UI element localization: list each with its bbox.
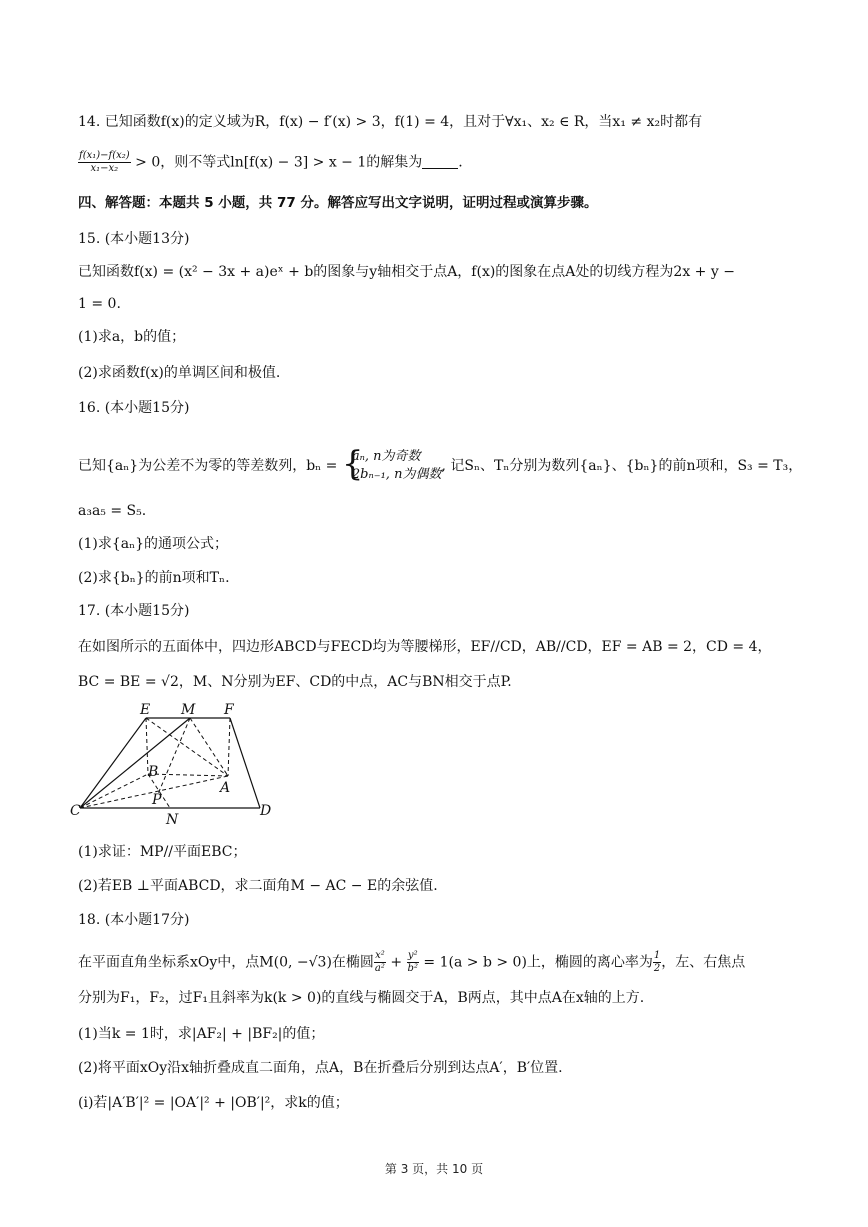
q18-part2i: (i)若|A′B′|² = |OA′|² + |OB′|²，求k的值； xyxy=(78,1095,349,1111)
ellipse-x-num: x² xyxy=(375,950,385,961)
q17-part2: (2)若EB ⊥平面ABCD，求二面角M − AC − E的余弦值. xyxy=(78,878,438,894)
q15-line1: 已知函数f(x) = (x² − 3x + a)eˣ + b的图象与y轴相交于点A，f(x)的图象在点A处的切线方程为2x + y − xyxy=(78,264,735,280)
q15-line2: 1 = 0. xyxy=(78,296,121,312)
q18-part1: (1)当k = 1时，求|AF₂| + |BF₂|的值； xyxy=(78,1026,325,1042)
q17-label: 17. (本小题15分) xyxy=(78,603,190,619)
label-m: M xyxy=(181,702,196,718)
q18-line1: 在平面直角坐标系xOy中，点M(0, −√3)在椭圆 $\frac{\text{x²}}{\text{a²}}$ + $\frac{\text{y²}}{\text{b²}}$ = 1(a > b > 0)上，椭圆的离心率为 $\frac{1}{2}$ ，左、右焦点 xyxy=(78,950,746,974)
q18-line1-head: 在平面直角坐标系xOy中，点M(0, −√3)在椭圆 xyxy=(78,954,374,971)
answer-blank xyxy=(422,154,458,169)
q18-label: 18. (本小题17分) xyxy=(78,912,190,928)
edge-mp xyxy=(158,718,190,794)
label-e: E xyxy=(140,702,151,718)
q14-frac-den: x₁−x₂ xyxy=(90,163,119,174)
q15-label: 15. (本小题13分) xyxy=(78,231,190,247)
q14-fraction xyxy=(78,150,131,175)
q14-line1: 14. 已知函数f(x)的定义域为R，f(x) − f′(x) > 3，f(1) = 4，且对于∀x₁、x₂ ∈ R，当x₁ ≠ x₂时都有 xyxy=(78,114,703,130)
q18-line1-mid: = 1(a > b > 0)上，椭圆的离心率为 xyxy=(418,954,653,971)
q14-line2 xyxy=(78,150,463,175)
q16-line1-tail: , 记Sₙ、Tₙ分别为数列{aₙ}、{bₙ}的前n项和，S₃ = T₃， xyxy=(441,458,803,474)
q16-case-odd: aₙ, n为奇数 xyxy=(351,449,421,464)
q16-label: 16. (本小题15分) xyxy=(78,400,190,416)
q16-part2: (2)求{bₙ}的前n项和Tₙ. xyxy=(78,570,230,586)
edge-ea xyxy=(146,718,228,776)
edge-fd xyxy=(230,718,260,808)
q16-part1: (1)求{aₙ}的通项公式； xyxy=(78,536,229,552)
q14-frac-num: f(x₁)−f(x₂) xyxy=(79,150,130,161)
q18-line2: 分别为F₁，F₂，过F₁且斜率为k(k > 0)的直线与椭圆交于A，B两点，其中点A在x轴的上方. xyxy=(78,990,645,1006)
q17-line1: 在如图所示的五面体中，四边形ABCD与FECD均为等腰梯形，EF//CD，AB//CD，EF = AB = 2，CD = 4， xyxy=(78,639,772,655)
q16-line1 xyxy=(78,444,803,484)
ellipse-y-term xyxy=(407,950,419,975)
edge-ce xyxy=(80,718,146,808)
label-c: C xyxy=(70,803,81,819)
section-heading: 四、解答题：本题共 5 小题，共 77 分。解答应写出文字说明，证明过程或演算步骤。 xyxy=(78,195,598,211)
ellipse-y-den: b² xyxy=(407,963,418,974)
label-d: D xyxy=(260,803,272,819)
ellipse-y-num: y² xyxy=(407,950,418,961)
q18-line1-tail: ，左、右焦点 xyxy=(661,954,746,971)
edge-ba xyxy=(148,774,228,776)
eccentricity-den: 2 xyxy=(653,963,661,974)
page-footer: 第 3 页，共 10 页 xyxy=(384,1162,484,1176)
edge-cb xyxy=(80,774,148,808)
label-f: F xyxy=(224,702,234,718)
q16-line1-head: 已知{aₙ}为公差不为零的等差数列，bₙ = xyxy=(78,458,342,474)
q15-part2: (2)求函数f(x)的单调区间和极值. xyxy=(78,365,281,381)
q18-part2: (2)将平面xOy沿x轴折叠成直二面角，点A，B在折叠后分别到达点A′，B′位置. xyxy=(78,1060,563,1076)
q16-case-even: 2bₙ₋₁, n为偶数 xyxy=(351,467,442,482)
edge-cm xyxy=(80,718,190,808)
q17-line2: BC = BE = √2，M、N分别为EF、CD的中点，AC与BN相交于点P. xyxy=(78,674,512,690)
label-a: A xyxy=(220,780,231,796)
label-n: N xyxy=(166,812,179,828)
q14-line2-tail: > 0，则不等式ln[f(x) − 3] > x − 1的解集为 xyxy=(130,154,423,171)
label-b: B xyxy=(148,764,159,780)
q17-part1: (1)求证：MP//平面EBC； xyxy=(78,844,247,860)
label-p: P xyxy=(152,792,162,808)
eccentricity-num: 1 xyxy=(653,950,661,961)
edge-ma xyxy=(190,718,228,776)
q16-piecewise: { aₙ, n为奇数 2bₙ₋₁, n为偶数 xyxy=(341,444,442,484)
ellipse-x-term xyxy=(374,950,386,975)
ellipse-x-den: a² xyxy=(374,963,385,974)
edge-fa xyxy=(228,718,230,776)
q15-part1: (1)求a，b的值； xyxy=(78,329,186,345)
q14-line2-end: . xyxy=(458,154,463,171)
q16-line2: a₃a₅ = S₅. xyxy=(78,503,147,519)
pentahedron-figure xyxy=(70,700,290,830)
